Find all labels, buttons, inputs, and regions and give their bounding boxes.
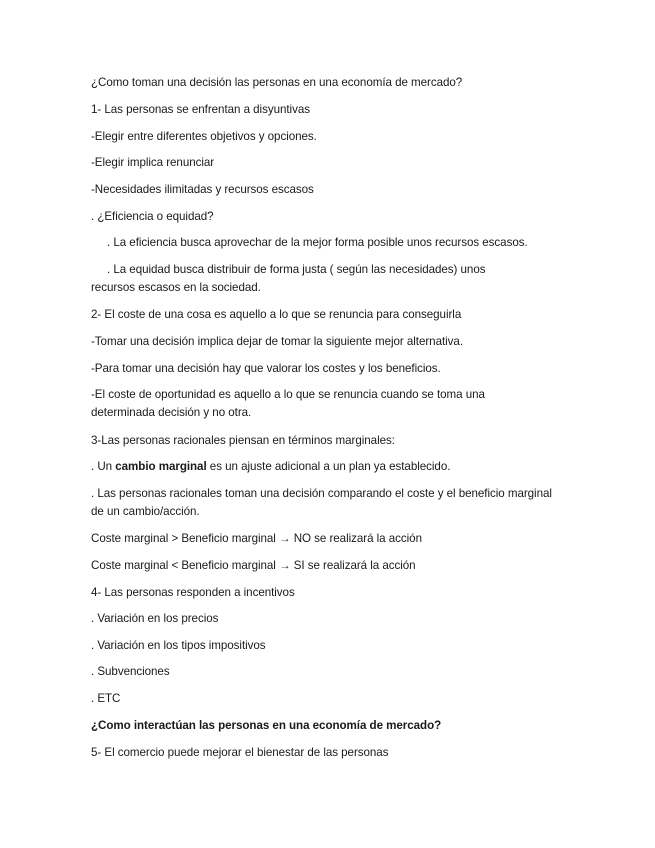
text-line: -Elegir entre diferentes objetivos y opciones. xyxy=(91,130,317,143)
text-line: . La eficiencia busca aprovechar de la mejor forma posible unos recursos escasos. xyxy=(107,236,528,249)
point-4-title: 4- Las personas responden a incentivos xyxy=(91,586,295,599)
point-2-title: 2- El coste de una cosa es aquello a lo que se renuncia para conseguirla xyxy=(91,308,462,321)
text-line: . ETC xyxy=(91,692,121,705)
paragraph: . La equidad busca distribuir de forma justa ( según las necesidades) unos recursos escasos en la sociedad. xyxy=(91,263,486,294)
text-line: . Subvenciones xyxy=(91,665,170,678)
paragraph: . Las personas racionales toman una decisión comparando el coste y el beneficio marginal de un cambio/acción. xyxy=(91,487,552,518)
text-line: -Necesidades ilimitadas y recursos escasos xyxy=(91,183,314,196)
text-line: . Variación en los precios xyxy=(91,612,219,625)
text-line: Coste marginal > Beneficio marginal → NO se realizará la acción xyxy=(91,532,422,545)
text-line: -Para tomar una decisión hay que valorar los costes y los beneficios. xyxy=(91,362,441,375)
text-line-with-bold xyxy=(91,458,615,476)
text-line: -Elegir implica renunciar xyxy=(91,156,215,169)
text-line: . ¿Eficiencia o equidad? xyxy=(91,210,214,223)
text-line: Coste marginal < Beneficio marginal → SI se realizará la acción xyxy=(91,559,416,572)
point-1-title: 1- Las personas se enfrentan a disyuntivas xyxy=(91,103,310,116)
text-line: -Tomar una decisión implica dejar de tomar la siguiente mejor alternativa. xyxy=(91,335,463,348)
heading-question-2: ¿Como interactúan las personas en una economía de mercado? xyxy=(91,719,442,732)
paragraph: -El coste de oportunidad es aquello a lo que se renuncia cuando se toma una determinada decisión y no otra. xyxy=(91,388,485,419)
text-fragment: es un ajuste adicional a un plan ya establecido. xyxy=(206,460,451,473)
text-line: . Variación en los tipos impositivos xyxy=(91,639,266,652)
point-5-title: 5- El comercio puede mejorar el bienestar de las personas xyxy=(91,746,389,759)
text-fragment: . Un xyxy=(91,460,116,473)
point-3-title: 3-Las personas racionales piensan en términos marginales: xyxy=(91,434,395,447)
heading-question-1: ¿Como toman una decisión las personas en una economía de mercado? xyxy=(91,76,463,89)
bold-term: cambio marginal xyxy=(115,460,207,473)
